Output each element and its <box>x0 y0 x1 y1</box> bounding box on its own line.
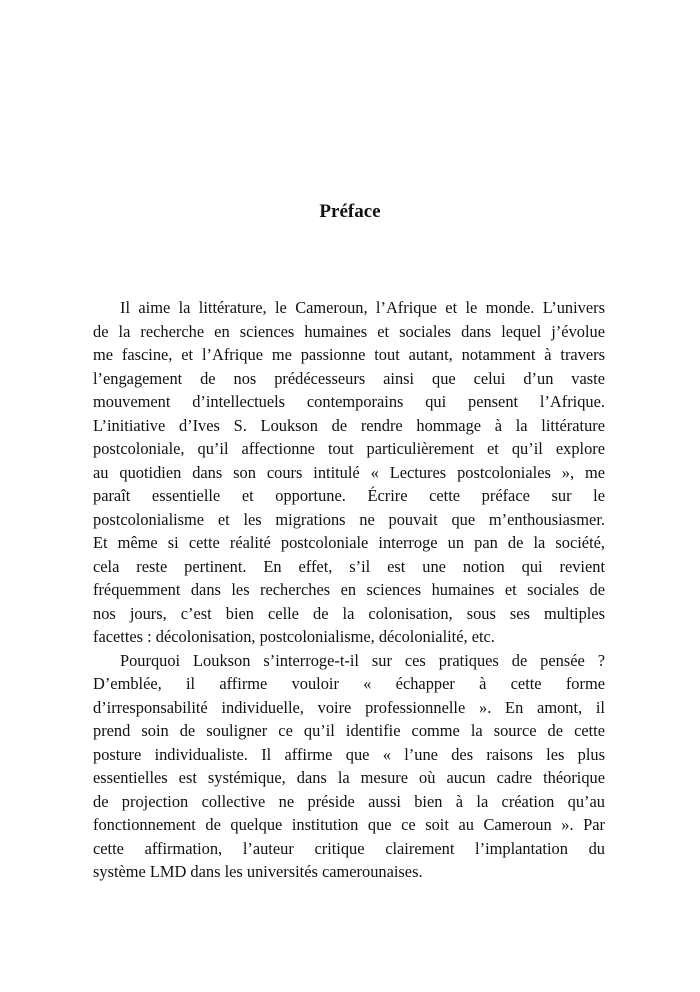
text-line: Et même si cette réalité postcoloniale interroge un pan de la société, <box>93 533 605 552</box>
text-line: facettes : décolonisation, postcolonialisme, décolonialité, etc. <box>93 627 495 646</box>
text-line: essentielles est systémique, dans la mesure où aucun cadre théorique <box>93 768 605 787</box>
text-line: Pourquoi Loukson s’interroge-t-il sur ces pratiques de pensée ? <box>120 650 605 670</box>
text-line: de projection collective ne préside aussi bien à la création qu’au <box>93 791 605 811</box>
paragraph-2 <box>93 649 605 884</box>
text-line: d’irresponsabilité individuelle, voire professionnelle ». En amont, il <box>93 697 605 717</box>
text-line: L’initiative d’Ives S. Loukson de rendre hommage à la littérature <box>93 415 605 435</box>
text-line: de la recherche en sciences humaines et sociales dans lequel j’évolue <box>93 321 605 341</box>
text-line: prend soin de souligner ce qu’il identifie comme la source de cette <box>93 721 605 740</box>
text-line: cette affirmation, l’auteur critique clairement l’implantation du <box>93 838 605 858</box>
paragraph-1 <box>93 296 605 649</box>
text-line: postcolonialisme et les migrations ne pouvait que m’enthousiasmer. <box>93 509 605 529</box>
text-line: me fascine, et l’Afrique me passionne tout autant, notamment à travers <box>93 345 605 364</box>
page-title: Préface <box>319 201 381 222</box>
preface-body <box>93 296 605 884</box>
text-line: fonctionnement de quelque institution que ce soit au Cameroun ». Par <box>93 815 605 834</box>
text-line: fréquemment dans les recherches en sciences humaines et sociales de <box>93 580 605 599</box>
text-line: nos jours, c’est bien celle de la colonisation, sous ses multiples <box>93 603 605 623</box>
text-line: au quotidien dans son cours intitulé « Lectures postcoloniales », me <box>93 462 605 482</box>
text-line: Il aime la littérature, le Cameroun, l’Afrique et le monde. L’univers <box>120 298 605 317</box>
text-line: paraît essentielle et opportune. Écrire cette préface sur le <box>93 486 605 505</box>
text-line: D’emblée, il affirme vouloir « échapper à cette forme <box>93 674 605 693</box>
text-line: l’engagement de nos prédécesseurs ainsi que celui d’un vaste <box>93 368 605 388</box>
text-line: système LMD dans les universités camerounaises. <box>93 862 423 881</box>
text-line: mouvement d’intellectuels contemporains qui pensent l’Afrique. <box>93 392 605 411</box>
text-line: postcoloniale, qu’il affectionne tout particulièrement et qu’il explore <box>93 439 605 458</box>
text-line: posture individualiste. Il affirme que « l’une des raisons les plus <box>93 744 605 764</box>
text-line: cela reste pertinent. En effet, s’il est une notion qui revient <box>93 556 605 576</box>
